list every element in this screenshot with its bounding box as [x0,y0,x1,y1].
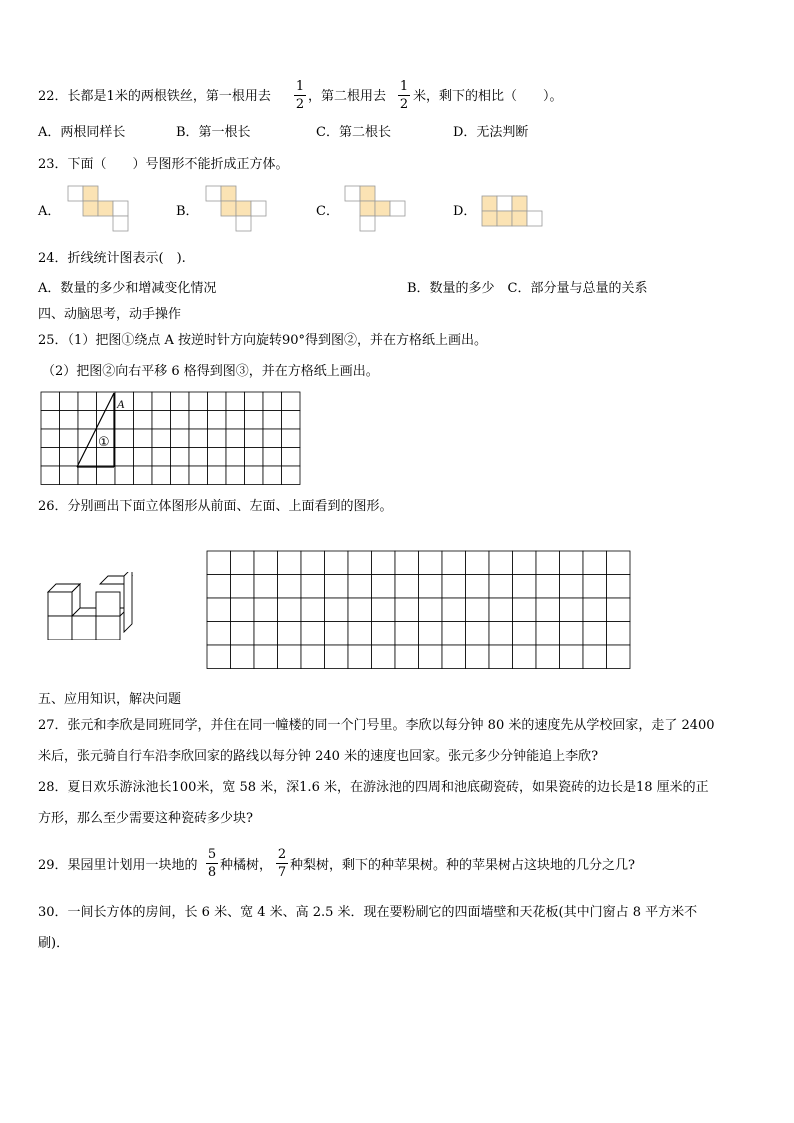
grid-cell [60,429,79,448]
grid-cell [583,575,607,599]
grid-cell [419,598,443,622]
grid-cell [489,598,513,622]
q22-fraction-2 [398,79,410,112]
q26-stem: 26．分别画出下面立体图形从前面、左面、上面看到的图形。 [38,499,393,514]
grid-cell [348,598,372,622]
grid-cell [208,466,227,485]
q23-stem: 23．下面（ ）号图形不能折成正方体。 [38,157,289,172]
grid-cell [419,551,443,575]
grid-cell [254,622,278,646]
grid-cell [41,466,60,485]
grid-cell [189,466,208,485]
grid-cell [395,598,419,622]
grid-cell [607,598,631,622]
fraction-numerator: 2 [277,847,287,862]
grid-cell [301,598,325,622]
q22-stem-suffix: 米，剩下的相比（ ）。 [413,89,563,104]
grid-cell [97,392,116,411]
cube-net-c [343,184,407,234]
grid-cell [489,551,513,575]
grid-cell [282,448,301,467]
grid-cell [254,598,278,622]
grid-cell [282,429,301,448]
grid-cell [278,551,302,575]
section-4-heading: 四、动脑思考，动手操作 [38,307,182,322]
grid-cell [41,429,60,448]
grid-cell [560,551,584,575]
grid-cell [513,622,537,646]
grid-cell [134,448,153,467]
grid-cell [442,622,466,646]
grid-cell [171,466,190,485]
grid-cell [395,622,419,646]
q29-fraction-2 [276,847,288,880]
grid-cell [513,551,537,575]
grid-cell [372,575,396,599]
q23-label-b: B． [176,204,199,219]
cube-net-d [480,194,544,230]
grid-cell [301,575,325,599]
grid-cell [78,392,97,411]
q27-line-1: 27．张元和李欣是同班同学，并住在同一幢楼的同一个门号里。李欣以每分钟 80 米的速度先从学校回家，走了 2400 [38,718,715,733]
grid-cell [171,429,190,448]
grid-cell [245,466,264,485]
grid-cell [115,448,134,467]
grid-cell [536,575,560,599]
section-5-heading: 五、应用知识，解决问题 [38,692,182,707]
grid-cell [152,466,171,485]
grid-cell [583,598,607,622]
grid-cell [171,392,190,411]
q24-stem: 24．折线统计图表示( ). [38,251,186,266]
grid-cell [226,392,245,411]
grid-cell [263,392,282,411]
grid-cell [560,622,584,646]
grid-cell [301,645,325,669]
grid-cell [560,598,584,622]
q29-stem-prefix: 29．果园里计划用一块地的 [38,858,198,873]
grid-cell [278,575,302,599]
grid-cell [536,551,560,575]
grid-cell [207,645,231,669]
grid-cell [115,411,134,430]
fraction-denominator: 8 [207,865,217,880]
fraction-denominator: 7 [277,865,287,880]
q27-line-2: 米后，张元骑自行车沿李欣回家的路线以每分钟 240 米的速度也回家。张元多少分钟能追上李欣? [38,749,599,764]
q28-line-1: 28．夏日欢乐游泳池长100米，宽 58 米，深1.6 米，在游泳池的四周和池底砌瓷砖，如果瓷砖的边长是18 厘米的正 [38,780,709,795]
grid-cell [152,392,171,411]
grid-cell [278,598,302,622]
grid-cell [231,645,255,669]
grid-cell [282,392,301,411]
grid-cell [372,598,396,622]
grid-cell [78,411,97,430]
q24-option-bc: B．数量的多少 C．部分量与总量的关系 [407,281,648,296]
grid-cell [372,622,396,646]
grid-cell [348,622,372,646]
grid-cell [189,392,208,411]
grid-cell [115,466,134,485]
grid-cell [395,575,419,599]
grid-cell [231,622,255,646]
grid-cell [325,598,349,622]
grid-cell [536,622,560,646]
grid-cell [254,575,278,599]
grid-cell [60,411,79,430]
grid-cell [263,466,282,485]
q29-stem-suffix: 种梨树，剩下的种苹果树。种的苹果树占这块地的几分之几? [290,858,635,873]
grid-cell [208,392,227,411]
q23-label-c: C． [316,204,339,219]
grid-cell [134,392,153,411]
q22-fraction-1 [294,79,306,112]
fraction-numerator: 1 [295,79,305,94]
grid-cell [442,598,466,622]
fraction-denominator: 2 [399,97,409,112]
grid-cell [207,622,231,646]
grid-cell [419,575,443,599]
grid-cell [134,466,153,485]
grid-cell [536,645,560,669]
fraction-numerator: 1 [399,79,409,94]
grid-cell [226,448,245,467]
grid-cell [41,392,60,411]
grid-cells [207,551,630,669]
grid-cell [152,448,171,467]
grid-cell [560,575,584,599]
q22-option-c: C．第二根长 [316,125,391,140]
grid-cell [301,551,325,575]
grid-cell [226,411,245,430]
grid-cell [466,551,490,575]
grid-cell [489,645,513,669]
grid-cell [513,645,537,669]
grid-cell [152,429,171,448]
grid-cell [254,645,278,669]
grid-cell [395,645,419,669]
grid-cell [278,645,302,669]
grid-cell [189,448,208,467]
q22-stem-middle: ，第二根用去 [308,89,387,104]
grid-cell [245,392,264,411]
cube-net-a [66,184,130,234]
grid-cell [226,429,245,448]
cube-net-b [204,184,268,234]
q22-option-a: A．两根同样长 [38,125,126,140]
grid-cell [208,429,227,448]
grid-cell [115,429,134,448]
grid-cell [607,551,631,575]
grid-cell [245,448,264,467]
grid-cell [513,598,537,622]
grid-cell [583,645,607,669]
q22-option-b: B．第一根长 [176,125,251,140]
grid-cell [282,466,301,485]
grid-cell [536,598,560,622]
grid-cell [489,575,513,599]
grid-cell [263,411,282,430]
grid-cell [189,429,208,448]
grid-cell [208,411,227,430]
q30-line-2: 刷)． [38,936,70,951]
grid-cell [171,448,190,467]
fraction-bar [276,863,288,864]
q23-label-a: A． [38,204,61,219]
q25-line-2: （2）把图②向右平移 6 格得到图③，并在方格纸上画出。 [42,364,379,379]
grid-cell [325,575,349,599]
grid-cell [207,575,231,599]
grid-cell [263,448,282,467]
grid-cell [60,392,79,411]
q28-line-2: 方形，那么至少需要这种瓷砖多少块? [38,811,253,826]
grid-cell [419,645,443,669]
q25-line-1: 25．（1）把图①绕点 A 按逆时针方向旋转90°得到图②，并在方格纸上画出。 [38,333,488,348]
grid-cell [97,411,116,430]
fraction-numerator: 5 [207,847,217,862]
q29-fraction-1 [206,847,218,880]
grid-cell [372,551,396,575]
grid-cell [583,551,607,575]
grid-cell [245,429,264,448]
grid-cell [78,429,97,448]
q22-stem-prefix: 22．长都是1米的两根铁丝，第一根用去 [38,89,271,104]
grid-cells [41,392,300,485]
grid-cell [78,448,97,467]
grid-cell [41,448,60,467]
grid-cell [41,411,60,430]
grid-cell [513,575,537,599]
grid-cell [395,551,419,575]
grid-cell [97,448,116,467]
grid-cell [97,466,116,485]
grid-cell [231,575,255,599]
grid-cell [442,551,466,575]
grid-cell [419,622,443,646]
grid-cell [442,645,466,669]
grid-cell [348,551,372,575]
grid-cell [231,598,255,622]
grid-cell [348,575,372,599]
grid-cell [189,411,208,430]
grid-cell [301,622,325,646]
grid-cell [207,598,231,622]
grid-cell [263,429,282,448]
grid-cell [226,466,245,485]
grid-cell [583,622,607,646]
grid-cell [325,645,349,669]
grid-cell [442,575,466,599]
grid-cell [278,622,302,646]
grid-cell [60,466,79,485]
grid-cell [208,448,227,467]
grid-cell [607,622,631,646]
grid-cell [134,429,153,448]
fraction-bar [398,95,410,96]
point-a-label: A [117,397,125,411]
grid-cell [171,411,190,430]
grid-cell [60,448,79,467]
q30-line-1: 30．一间长方体的房间，长 6 米、宽 4 米、高 2.5 米．现在要粉刷它的四面墙壁和天花板(其中门窗占 8 平方米不 [38,905,698,920]
q29-stem-middle: 种橘树， [220,858,273,873]
grid-cell [245,411,264,430]
grid-cell [254,551,278,575]
grid-cell [372,645,396,669]
grid-cell [607,645,631,669]
fraction-denominator: 2 [295,97,305,112]
grid-cell [466,575,490,599]
grid-cell [325,622,349,646]
fraction-bar [206,863,218,864]
grid-cell [207,551,231,575]
q26-grid-paper [206,550,635,672]
grid-cell [231,551,255,575]
grid-cell [466,645,490,669]
q25-grid-paper [40,391,308,487]
grid-cell [466,622,490,646]
fraction-bar [294,95,306,96]
q23-label-d: D． [453,204,477,219]
solid-figure-cubes [44,572,136,640]
grid-cell [78,466,97,485]
grid-cell [607,575,631,599]
figure-1-label: ① [98,435,110,450]
grid-cell [466,598,490,622]
grid-cell [348,645,372,669]
grid-cell [152,411,171,430]
grid-cell [489,622,513,646]
q22-option-d: D．无法判断 [453,125,529,140]
grid-cell [282,411,301,430]
q24-option-a: A．数量的多少和增减变化情况 [38,281,217,296]
grid-cell [325,551,349,575]
grid-cell [560,645,584,669]
grid-cell [134,411,153,430]
